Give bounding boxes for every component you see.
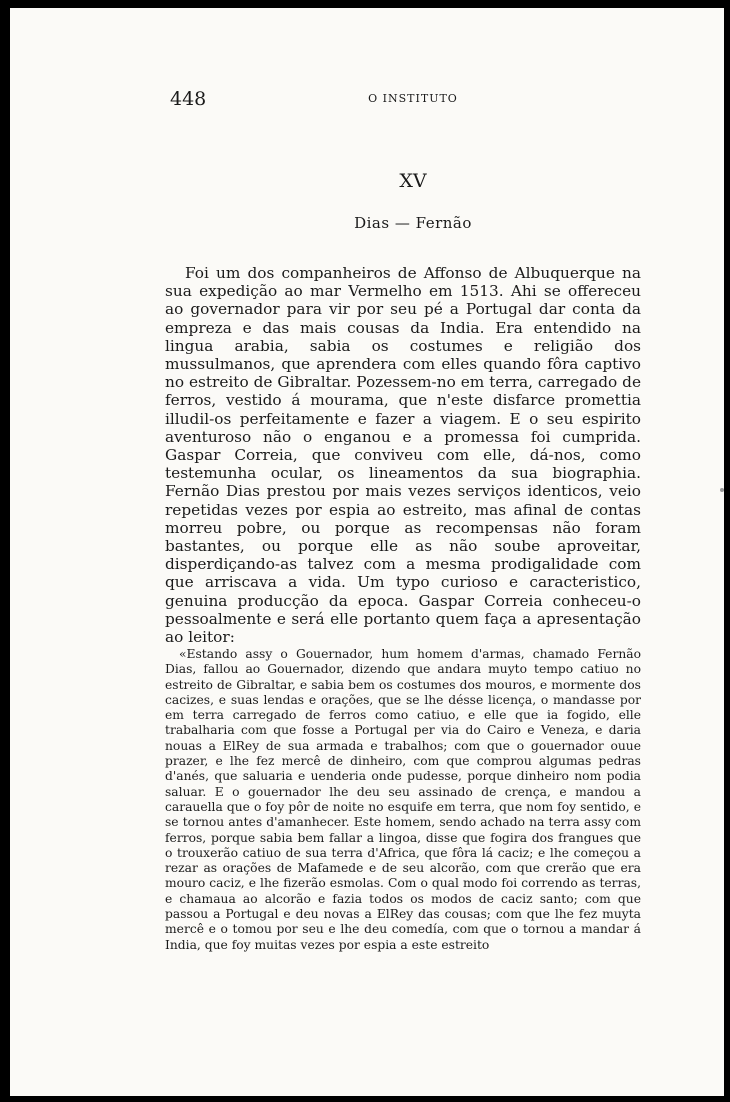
scanned-page — [10, 8, 724, 1096]
page-number: 448 — [170, 88, 207, 110]
journal-title: O INSTITUTO — [368, 92, 458, 105]
quoted-passage: «Estando assy o Gouernador, hum homem d'armas, chamado Fernão Dias, fallou ao Gouernador, dizendo que andara muyto tempo catiuo no estreito de Gibraltar, e sabia bem os costumes dos mouros, e mormente dos cacizes, e suas lendas e orações, que se lhe désse licença, o mandasse por em terra carregado de ferros como catiuo, e elle que ia fogido, elle trabalharia com que fosse a Portugal per via do Cairo e Veneza, e daria nouas a ElRey de sua armada e trabalhos; com que o gouernador ouue prazer, e lhe fez mercê de dinheiro, com que comprou algumas pedras d'anés, que saluaria e uenderia onde pudesse, porque dinheiro nom podia saluar. E o gouernador lhe deu seu assinado de crença, e mandou a carauella que o foy pôr de noite no esquife em terra, que nom foy sentido, e se tornou antes d'amanhecer. Este homem, sendo achado na terra assy com ferros, porque sabia bem fallar a lingoa, disse que fogira dos frangues que o trouxerão catiuo de sua terra d'Africa, que fôra lá caciz; e lhe começou a rezar as orações de Mafamede e de seu alcorão, com que crerão que era mouro caciz, e lhe fizerão esmolas. Com o qual modo foi correndo as terras, e chamaua ao alcorão e fazia todos os modos de caciz santo; com que passou a Portugal e deu novas a ElRey das cousas; com que lhe fez muyta mercê e o tomou por seu e lhe deu comedía, com que o tornou a mandar á India, que foy muitas vezes por espia a este estreito — [165, 647, 641, 952]
body-paragraph: Foi um dos companheiros de Affonso de Albuquerque na sua expedição ao mar Vermelho em 1513. Ahi se offereceu ao governador para vir por seu pé a Portugal dar conta da empreza e das mais cousas da India. Era entendido na lingua arabia, sabia os costumes e religião dos mussulmanos, que aprendera com elles quando fôra captivo no estreito de Gibraltar. Pozessem-no em terra, carregado de ferros, vestido á mourama, que n'este disfarce promettia illudil-os perfeitamente e fazer a viagem. E o seu espirito aventuroso não o enganou e a promessa foi cumprida. Gaspar Correia, que conviveu com elle, dá-nos, como testemunha ocular, os lineamentos da sua biographia. Fernão Dias prestou por mais vezes serviços identicos, veio repetidas vezes por espia ao estreito, mas afinal de contas morreu pobre, ou porque as recompensas não foram bastantes, ou porque elle as não soube aproveitar, disperdiçando-as talvez com a mesma prodigalidade com que arriscava a vida. Um typo curioso e caracteristico, genuina producção da epoca. Gaspar Correia conheceu-o pessoalmente e será elle portanto quem faça a apresentação ao leitor: — [165, 264, 641, 647]
scan-speck — [720, 488, 724, 492]
chapter-number: XV — [399, 170, 427, 192]
running-head — [168, 88, 658, 112]
entry-heading: Dias — Fernão — [354, 214, 472, 232]
